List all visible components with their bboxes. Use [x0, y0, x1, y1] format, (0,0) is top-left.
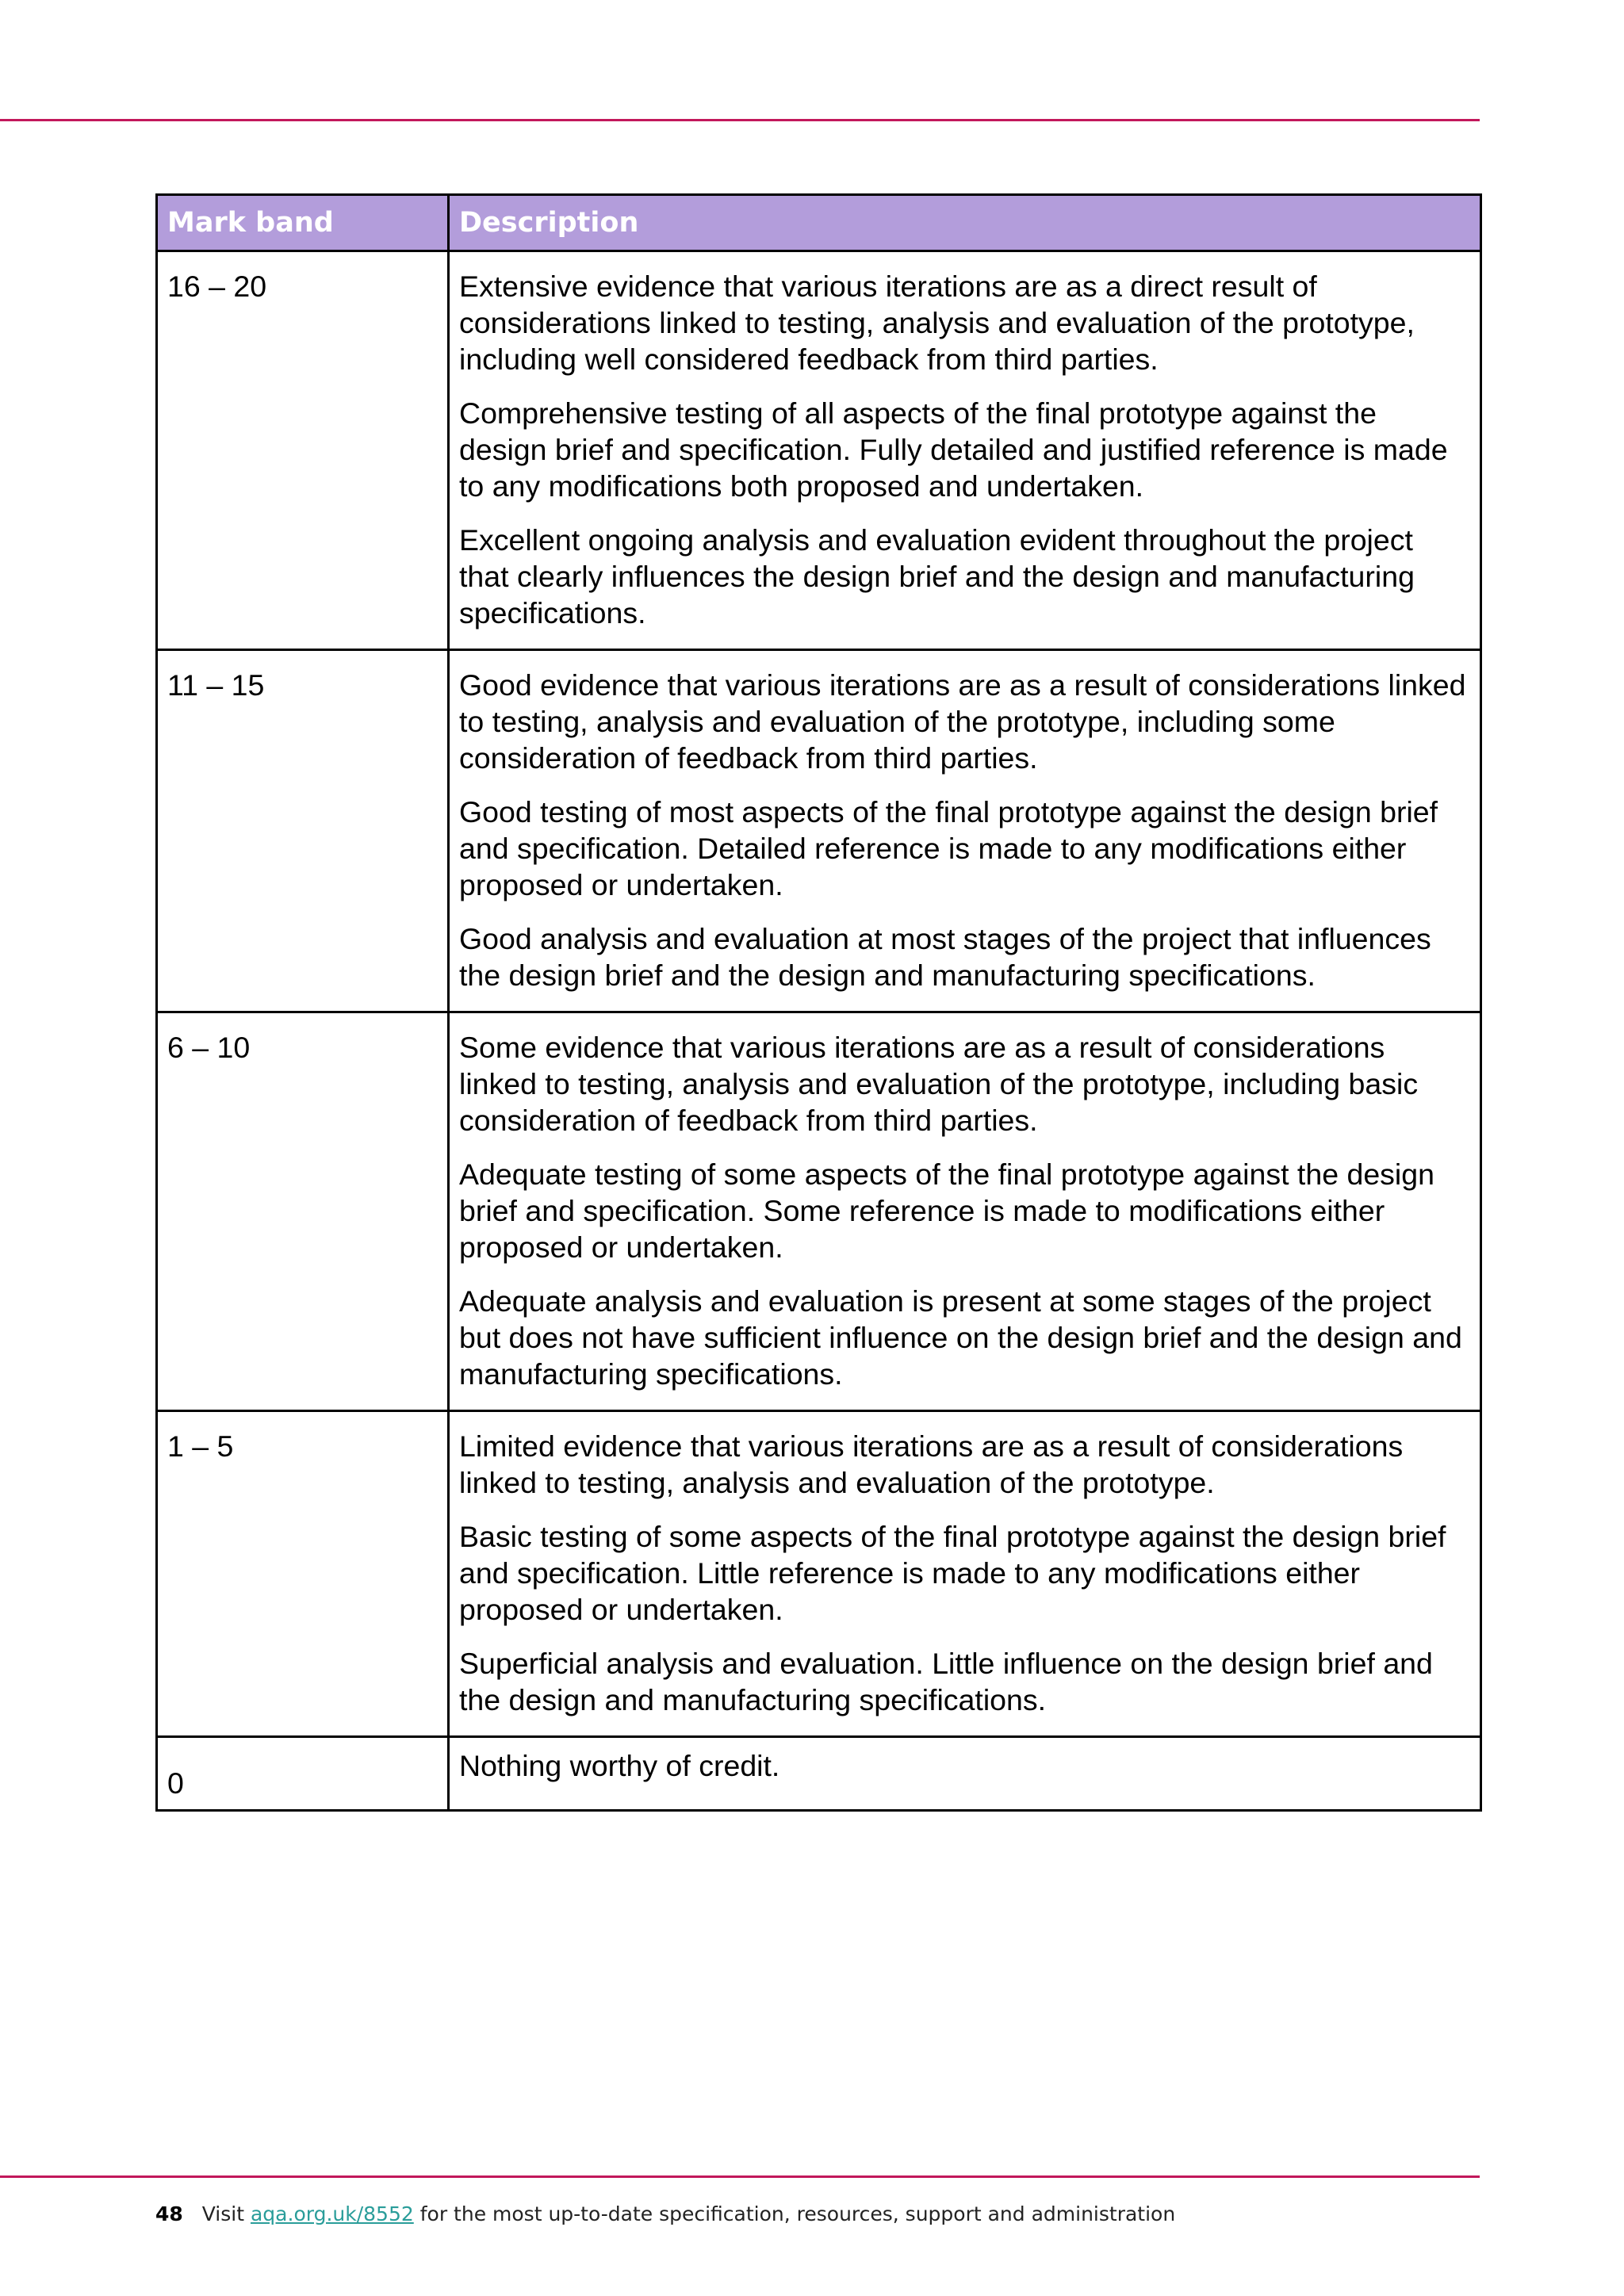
table-body [157, 251, 1481, 1811]
description-paragraph: Extensive evidence that various iterations are as a direct result of considerations linked to testing, analysis and evaluation of the prototype, including well considered feedback from third parties. [459, 270, 1415, 376]
description-paragraph: Limited evidence that various iterations are as a result of considerations linked to testing, analysis and evaluation of the prototype. [459, 1429, 1404, 1499]
table-row [157, 1737, 1481, 1811]
description-paragraph: Adequate analysis and evaluation is present at some stages of the project but does not have sufficient influence on the design brief and the design and manufacturing specifications. [459, 1284, 1462, 1391]
description-paragraph: Comprehensive testing of all aspects of the final prototype against the design brief and specification. Fully detailed and justified reference is made to any modifications both proposed and undertaken. [459, 396, 1448, 503]
table-row [157, 1012, 1481, 1411]
page-number: 48 [155, 2202, 183, 2225]
top-divider-rule [0, 119, 1480, 121]
table-header-row [157, 195, 1481, 251]
page-footer [155, 2202, 1175, 2225]
description-paragraph: Nothing worthy of credit. [459, 1749, 780, 1782]
description-cell [449, 650, 1481, 1012]
mark-band-cell: 11 – 15 [157, 650, 449, 1012]
footer-suffix: for the most up-to-date specification, resources, support and administration [419, 2202, 1176, 2225]
mark-band-cell: 6 – 10 [157, 1012, 449, 1411]
description-paragraph: Adequate testing of some aspects of the final prototype against the design brief and specification. Some reference is made to modifications either proposed or undertaken. [459, 1158, 1434, 1264]
table-row [157, 251, 1481, 650]
header-description: Description [449, 195, 1481, 251]
footer-link[interactable]: aqa.org.uk/8552 [250, 2202, 414, 2225]
description-paragraph: Basic testing of some aspects of the final prototype against the design brief and specification. Little reference is made to any modifications either proposed or undertaken. [459, 1520, 1446, 1626]
header-mark-band: Mark band [157, 195, 449, 251]
table-row [157, 1411, 1481, 1737]
description-paragraph: Good analysis and evaluation at most stages of the project that influences the design brief and the design and manufacturing specifications. [459, 922, 1431, 992]
description-cell [449, 1737, 1481, 1811]
description-paragraph: Good testing of most aspects of the final prototype against the design brief and specification. Detailed reference is made to any modifications either proposed or undertaken. [459, 795, 1438, 901]
description-cell [449, 251, 1481, 650]
description-paragraph: Superficial analysis and evaluation. Little influence on the design brief and the design and manufacturing specifications. [459, 1647, 1433, 1716]
description-cell [449, 1411, 1481, 1737]
description-paragraph: Some evidence that various iterations are as a result of considerations linked to testing, analysis and evaluation of the prototype, including basic consideration of feedback from third parties. [459, 1031, 1419, 1137]
description-paragraph: Good evidence that various iterations are as a result of considerations linked to testing, analysis and evaluation of the prototype, including some consideration of feedback from third parties. [459, 668, 1466, 775]
table-row [157, 650, 1481, 1012]
table-header [157, 195, 1481, 251]
description-cell [449, 1012, 1481, 1411]
mark-band-cell: 1 – 5 [157, 1411, 449, 1737]
description-paragraph: Excellent ongoing analysis and evaluation evident throughout the project that clearly influences the design brief and the design and manufacturing specifications. [459, 523, 1415, 629]
bottom-divider-rule [0, 2175, 1480, 2178]
mark-band-cell: 16 – 20 [157, 251, 449, 650]
footer-prefix: Visit [201, 2202, 245, 2225]
mark-band-cell: 0 [157, 1737, 449, 1811]
mark-band-table [155, 193, 1482, 1812]
